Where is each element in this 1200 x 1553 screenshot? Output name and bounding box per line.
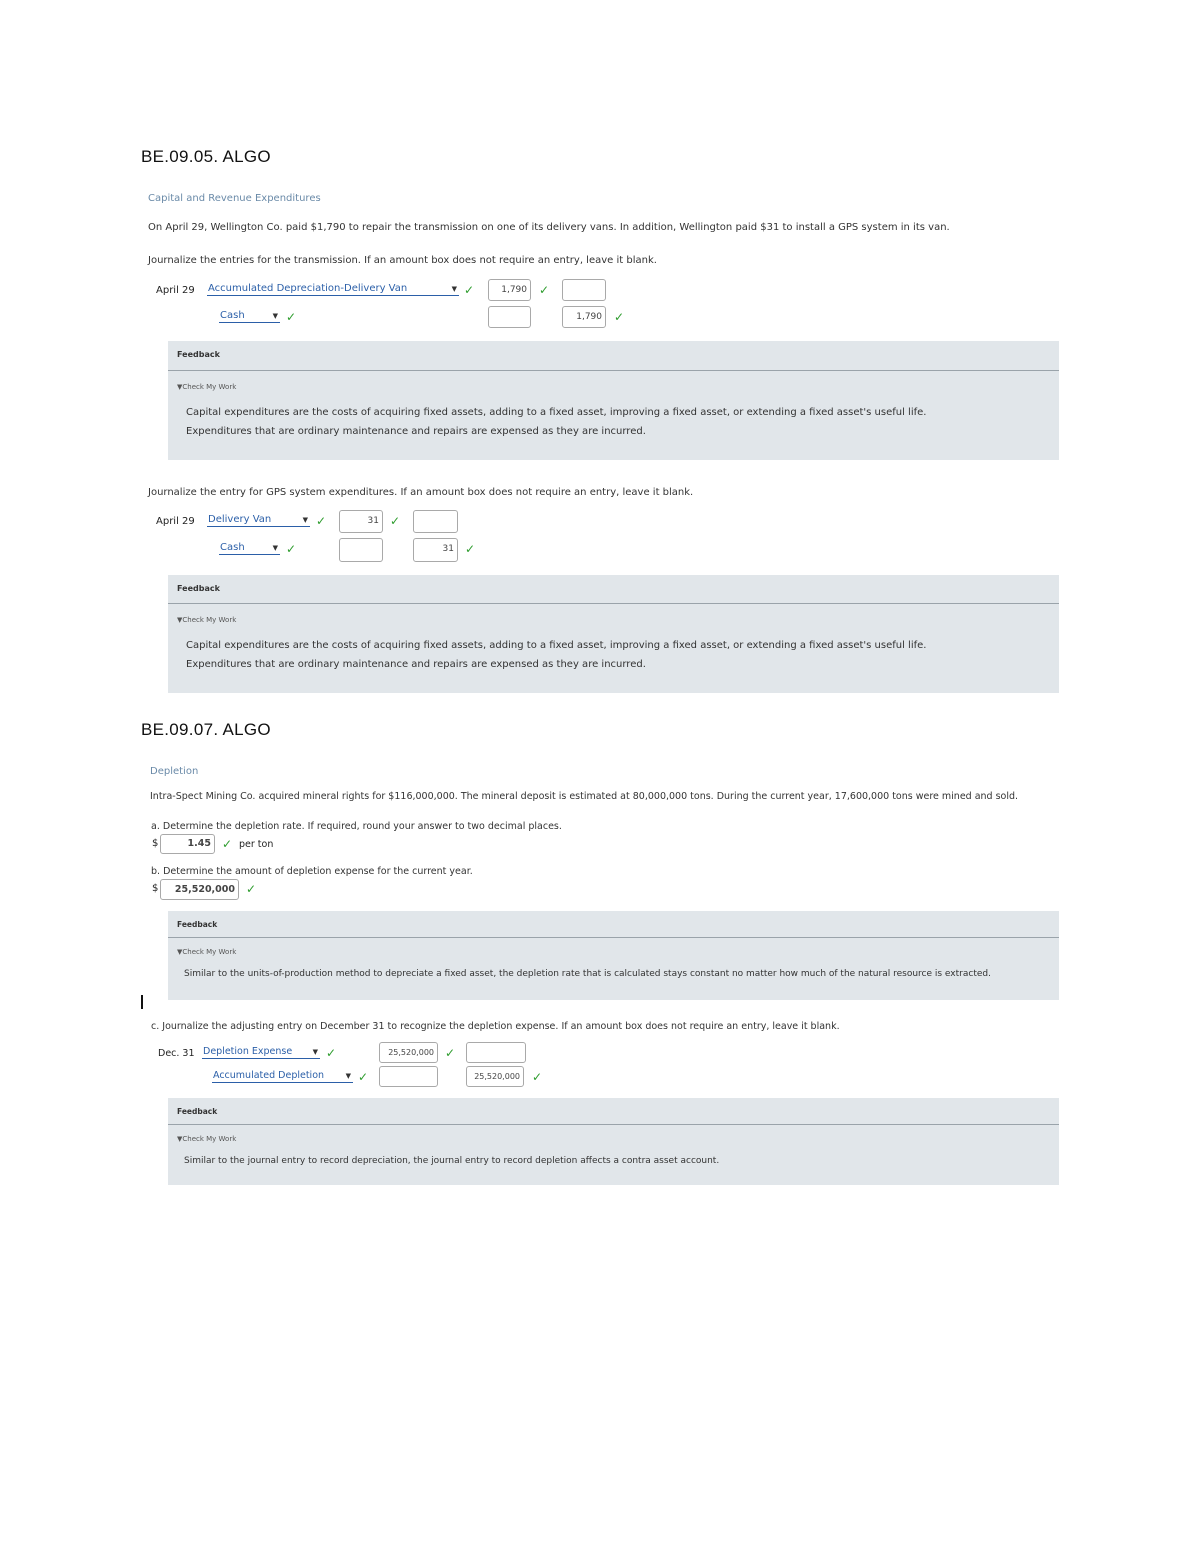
feedback-title: Feedback bbox=[177, 1107, 218, 1116]
instruction-text: Journalize the entry for GPS system expenditures. If an amount box does not require an entry, leave it blank. bbox=[148, 487, 694, 498]
credit-amount-input[interactable] bbox=[562, 279, 606, 301]
feedback-divider bbox=[168, 937, 1059, 938]
feedback-text: Expenditures that are ordinary maintenance and repairs are expensed as they are incurred. bbox=[186, 659, 646, 670]
feedback-text: Similar to the journal entry to record depreciation, the journal entry to record depletion affects a contra asset account. bbox=[184, 1156, 720, 1166]
account-select-value: Cash bbox=[220, 310, 245, 321]
topic-title: Capital and Revenue Expenditures bbox=[148, 193, 321, 204]
credit-amount-input[interactable]: 31 bbox=[413, 538, 458, 562]
account-select-debit[interactable] bbox=[207, 514, 310, 527]
account-select-value: Accumulated Depletion bbox=[213, 1070, 325, 1081]
credit-amount-input[interactable]: 1,790 bbox=[562, 306, 606, 328]
debit-amount-input[interactable]: 1,790 bbox=[488, 279, 531, 301]
feedback-divider bbox=[168, 1124, 1059, 1125]
check-my-work-toggle[interactable]: ▼Check My Work bbox=[177, 383, 237, 391]
section-heading-be0907: BE.09.07. ALGO bbox=[141, 720, 271, 739]
question-a bbox=[151, 821, 562, 832]
feedback-title: Feedback bbox=[177, 920, 218, 929]
feedback-text: Similar to the units-of-production method to depreciate a fixed asset, the depletion rate that is calculated stays constant no matter how much of the natural resource is extracted. bbox=[184, 969, 991, 979]
credit-amount-input[interactable] bbox=[413, 510, 458, 533]
account-select-credit[interactable] bbox=[212, 1070, 353, 1083]
feedback-title: Feedback bbox=[177, 584, 220, 593]
dropdown-arrow-icon: ▼ bbox=[345, 1072, 351, 1080]
debit-amount-input[interactable] bbox=[379, 1066, 438, 1087]
feedback-text: Capital expenditures are the costs of acquiring fixed assets, adding to a fixed asset, improving a fixed asset, or extending a fixed asset's useful life. bbox=[186, 640, 927, 651]
question-text: Journalize the adjusting entry on December 31 to recognize the depletion expense. If an amount box does not require an entry, leave it blank. bbox=[162, 1021, 840, 1032]
question-text: Determine the amount of depletion expense for the current year. bbox=[163, 866, 473, 877]
entry-date: April 29 bbox=[156, 285, 195, 296]
question-label: b. bbox=[151, 866, 161, 877]
check-icon: ✓ bbox=[358, 1070, 369, 1084]
entry-date: Dec. 31 bbox=[158, 1048, 195, 1059]
account-select-credit[interactable] bbox=[219, 542, 280, 555]
question-label: a. bbox=[151, 821, 160, 832]
check-icon: ✓ bbox=[222, 837, 233, 851]
check-my-work-toggle[interactable]: ▼Check My Work bbox=[177, 616, 237, 624]
credit-amount-input[interactable]: 25,520,000 bbox=[466, 1066, 524, 1087]
dropdown-arrow-icon: ▼ bbox=[302, 516, 308, 524]
check-icon: ✓ bbox=[464, 283, 475, 297]
credit-amount-input[interactable] bbox=[466, 1042, 526, 1063]
debit-amount-input[interactable] bbox=[488, 306, 531, 328]
entry-date: April 29 bbox=[156, 516, 195, 527]
dropdown-arrow-icon: ▼ bbox=[451, 285, 457, 293]
feedback-divider bbox=[168, 370, 1059, 371]
feedback-text: Expenditures that are ordinary maintenance and repairs are expensed as they are incurred. bbox=[186, 426, 646, 437]
debit-amount-input[interactable]: 31 bbox=[339, 510, 383, 533]
dropdown-arrow-icon: ▼ bbox=[312, 1048, 318, 1056]
page-margin-mark bbox=[141, 995, 143, 1009]
dropdown-arrow-icon: ▼ bbox=[272, 312, 278, 320]
account-select-value: Cash bbox=[220, 542, 245, 553]
currency-symbol: $ bbox=[152, 838, 159, 849]
feedback-panel bbox=[168, 575, 1059, 693]
feedback-panel bbox=[168, 341, 1059, 460]
account-select-credit[interactable] bbox=[219, 310, 280, 323]
account-select-value: Accumulated Depreciation-Delivery Van bbox=[208, 283, 408, 294]
feedback-title: Feedback bbox=[177, 350, 220, 359]
feedback-divider bbox=[168, 603, 1059, 604]
debit-amount-input[interactable]: 25,520,000 bbox=[379, 1042, 438, 1063]
section-heading-be0905: BE.09.05. ALGO bbox=[141, 147, 271, 166]
unit-label: per ton bbox=[239, 839, 274, 850]
feedback-text: Capital expenditures are the costs of acquiring fixed assets, adding to a fixed asset, improving a fixed asset, or extending a fixed asset's useful life. bbox=[186, 407, 927, 418]
check-icon: ✓ bbox=[326, 1046, 337, 1060]
account-select-debit[interactable] bbox=[207, 283, 459, 296]
currency-symbol: $ bbox=[152, 883, 159, 894]
account-select-debit[interactable] bbox=[202, 1046, 320, 1059]
question-label: c. bbox=[151, 1021, 160, 1032]
depletion-rate-input[interactable]: 1.45 bbox=[160, 834, 215, 854]
topic-title: Depletion bbox=[150, 766, 199, 777]
check-my-work-toggle[interactable]: ▼Check My Work bbox=[177, 948, 237, 956]
check-icon: ✓ bbox=[445, 1046, 456, 1060]
check-icon: ✓ bbox=[465, 542, 476, 556]
depletion-expense-input[interactable]: 25,520,000 bbox=[160, 879, 239, 900]
check-icon: ✓ bbox=[316, 514, 327, 528]
problem-text: Intra-Spect Mining Co. acquired mineral rights for $116,000,000. The mineral deposit is estimated at 80,000,000 tons. During the current year, 17,600,000 tons were mined and sold. bbox=[150, 791, 1019, 802]
check-icon: ✓ bbox=[532, 1070, 543, 1084]
dropdown-arrow-icon: ▼ bbox=[272, 544, 278, 552]
debit-amount-input[interactable] bbox=[339, 538, 383, 562]
check-icon: ✓ bbox=[286, 542, 297, 556]
check-icon: ✓ bbox=[286, 310, 297, 324]
check-icon: ✓ bbox=[390, 514, 401, 528]
account-select-value: Depletion Expense bbox=[203, 1046, 293, 1057]
question-c bbox=[151, 1021, 840, 1032]
check-icon: ✓ bbox=[539, 283, 550, 297]
question-b bbox=[151, 866, 473, 877]
feedback-panel bbox=[168, 911, 1059, 1000]
instruction-text: Journalize the entries for the transmission. If an amount box does not require an entry, leave it blank. bbox=[148, 255, 657, 266]
check-icon: ✓ bbox=[614, 310, 625, 324]
feedback-panel bbox=[168, 1098, 1059, 1185]
account-select-value: Delivery Van bbox=[208, 514, 272, 525]
check-my-work-toggle[interactable]: ▼Check My Work bbox=[177, 1135, 237, 1143]
check-icon: ✓ bbox=[246, 882, 257, 896]
problem-text: On April 29, Wellington Co. paid $1,790 to repair the transmission on one of its delivery vans. In addition, Wellington paid $31 to install a GPS system in its van. bbox=[148, 222, 950, 233]
question-text: Determine the depletion rate. If required, round your answer to two decimal places. bbox=[162, 821, 562, 832]
